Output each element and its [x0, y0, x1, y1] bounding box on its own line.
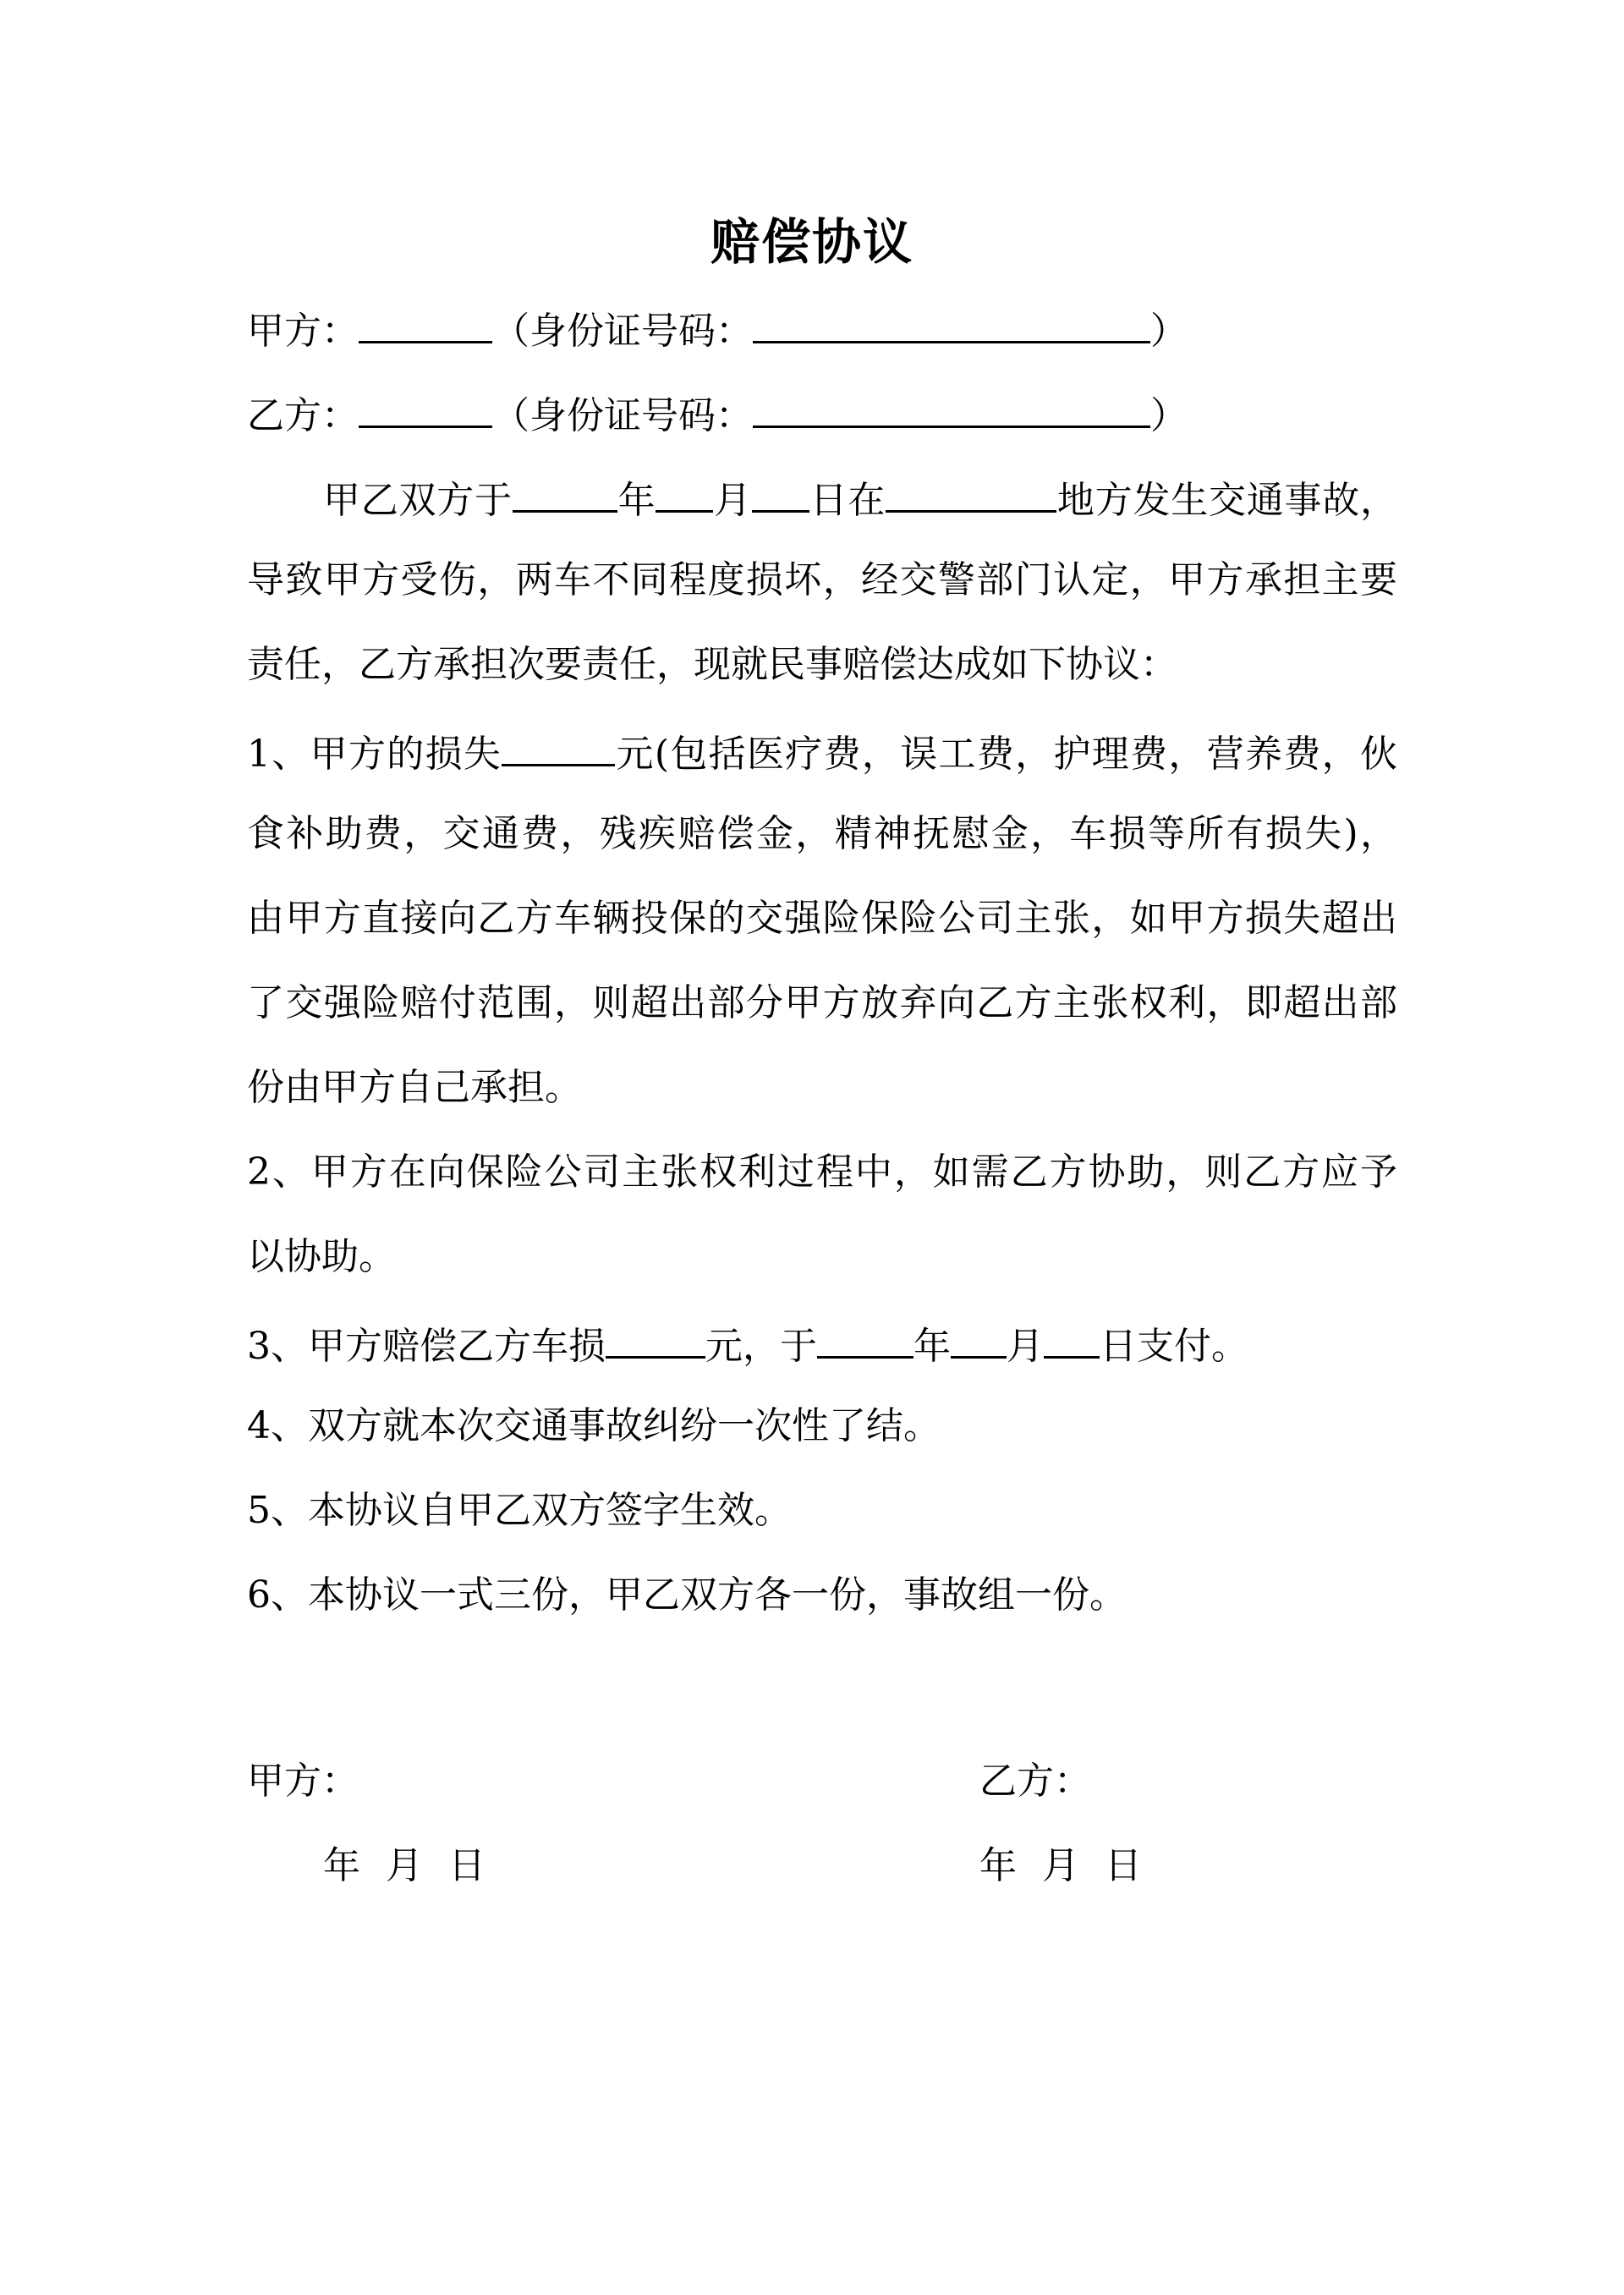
party-b-date-month: 月	[1042, 1844, 1079, 1887]
intro-line-2: 导致甲方受伤，两车不同程度损坏，经交警部门认定，甲方承担主要	[247, 558, 1397, 601]
clause-3-month-blank	[951, 1312, 1007, 1359]
party-a-id-suffix: ）	[1150, 310, 1188, 353]
intro-day-at: 日在	[809, 479, 886, 522]
clause-1-amount-blank	[502, 720, 615, 766]
clause-4: 4、双方就本次交通事故纠纷一次性了结。	[247, 1404, 941, 1447]
party-b-id-suffix: ）	[1150, 394, 1188, 437]
intro-line-3: 责任，乙方承担次要责任，现就民事赔偿达成如下协议：	[247, 643, 1177, 686]
clause-3-suffix: 日支付。	[1100, 1325, 1248, 1368]
party-b-date-year: 年	[979, 1844, 1017, 1887]
intro-month-blank	[656, 466, 713, 513]
party-a-date-month: 月	[386, 1844, 423, 1887]
party-a-line	[247, 297, 1397, 356]
intro-place-blank	[886, 466, 1056, 513]
clause-2-line-2: 以协助。	[247, 1235, 396, 1278]
clause-1-line-2: 食补助费，交通费，残疾赔偿金，精神抚慰金，车损等所有损失)，	[247, 812, 1397, 855]
clause-5: 5、本协议自甲乙双方签字生效。	[247, 1489, 792, 1532]
intro-month: 月	[713, 479, 752, 522]
party-a-signature-label: 甲方：	[247, 1760, 359, 1803]
intro-day-blank	[752, 466, 809, 513]
party-b-id-blank	[753, 382, 1150, 428]
party-a-label: 甲方：	[247, 310, 359, 353]
clause-1-prefix: 1、甲方的损失	[247, 733, 502, 776]
clause-1-line-1-suffix: 元(包括医疗费，误工费，护理费，营养费，伙	[615, 733, 1397, 776]
clause-3-month: 月	[1007, 1325, 1044, 1368]
party-b-date-day: 日	[1105, 1844, 1142, 1887]
clause-3-day-blank	[1044, 1312, 1100, 1359]
party-a-date-day: 日	[448, 1844, 486, 1887]
party-b-name-blank	[359, 382, 492, 428]
party-b-line	[247, 382, 1397, 441]
clause-3-prefix: 3、甲方赔偿乙方车损	[247, 1325, 606, 1368]
party-b-signature-label: 乙方：	[979, 1760, 1091, 1803]
clause-1-line-3: 由甲方直接向乙方车辆投保的交强险保险公司主张，如甲方损失超出	[247, 897, 1397, 940]
clause-3-year: 年	[914, 1325, 951, 1368]
clause-1-line-1	[247, 720, 1397, 779]
intro-year: 年	[617, 479, 656, 522]
clause-3-line	[247, 1312, 1397, 1371]
party-a-id-prefix: （身份证号码：	[492, 310, 753, 353]
party-b-signature-date	[979, 1837, 1142, 1896]
party-a-id-blank	[753, 297, 1150, 343]
party-a-signature-date	[323, 1837, 486, 1896]
clause-3-amount-blank	[606, 1312, 705, 1359]
party-a-name-blank	[359, 297, 492, 343]
clause-2-line-1: 2、甲方在向保险公司主张权利过程中，如需乙方协助，则乙方应予	[247, 1150, 1397, 1194]
clause-6: 6、本协议一式三份，甲乙双方各一份，事故组一份。	[247, 1573, 1127, 1617]
party-b-label: 乙方：	[247, 394, 359, 437]
party-a-date-year: 年	[323, 1844, 360, 1887]
intro-start: 甲乙双方于	[323, 479, 513, 522]
clause-3-yuan: 元，于	[705, 1325, 817, 1368]
clause-1-line-4: 了交强险赔付范围，则超出部分甲方放弃向乙方主张权利，即超出部	[247, 981, 1397, 1024]
clause-3-year-blank	[817, 1312, 914, 1359]
clause-1-line-5: 份由甲方自己承担。	[247, 1066, 582, 1109]
party-b-id-prefix: （身份证号码：	[492, 394, 753, 437]
document-title: 赔偿协议	[710, 213, 914, 271]
intro-line-1	[323, 466, 1397, 525]
intro-year-blank	[513, 466, 617, 513]
intro-place-suffix: 地方发生交通事故，	[1056, 479, 1398, 522]
